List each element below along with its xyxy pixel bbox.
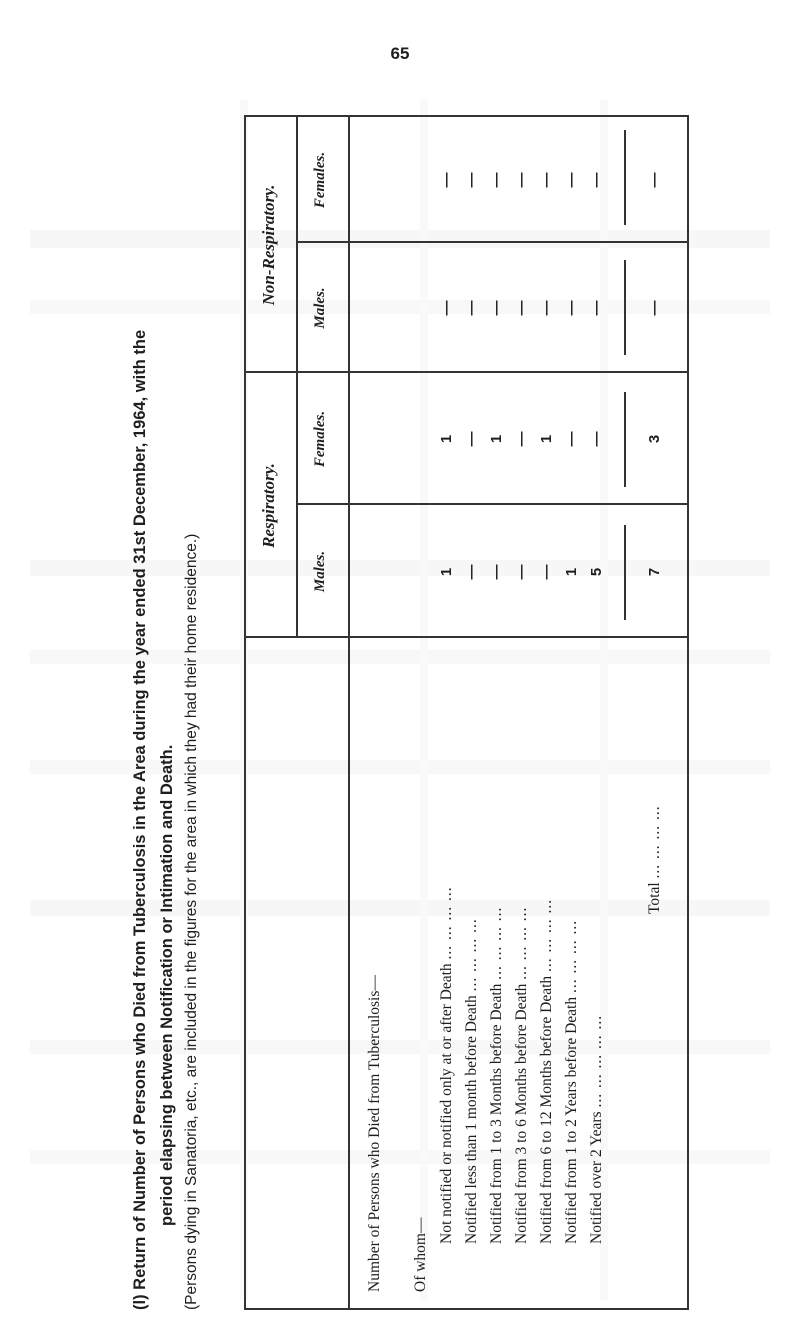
row-label-text: Notified from 3 to 6 Months before Death <box>513 983 530 1244</box>
residence-note: (Persons dying in Sanatoria, etc., are included in the figures for the area in which they had their home residence.) <box>183 533 200 1310</box>
row-label-6-12-months <box>538 899 556 1244</box>
page-number: 65 <box>390 44 410 63</box>
row-label-over-2-years <box>588 1015 606 1244</box>
divider-nonresp-males-females <box>296 242 689 244</box>
group-header-rule <box>296 117 298 638</box>
total-rule <box>624 525 626 620</box>
table-border-left <box>244 1309 689 1311</box>
total-rule <box>624 130 626 225</box>
total-cell: — <box>646 172 663 188</box>
table-cell: — <box>588 431 605 447</box>
total-cell: — <box>646 300 663 316</box>
leader-dots: ... ... ... ... <box>563 919 580 994</box>
table-cell: — <box>588 172 605 188</box>
of-whom-line: Of whom— <box>412 1217 429 1292</box>
leader-dots: ... ... ... ... ... <box>588 1014 605 1108</box>
leader-dots: ... ... ... ... <box>438 886 455 960</box>
row-label-text: Notified from 1 to 3 Months before Death <box>488 983 505 1244</box>
leader-dots: ... ... ... ... <box>538 898 555 972</box>
leader-dots: ... ... ... ... <box>513 906 530 980</box>
row-label-text: Notified from 6 to 12 Months before Death <box>538 975 555 1244</box>
table-cell: 5 <box>588 567 605 577</box>
table-cell: — <box>563 172 580 188</box>
table-cell: — <box>563 431 580 447</box>
title-line-2: period elapsing between Notification or Intimation and Death. <box>158 744 176 1226</box>
leader-dots: ... ... ... ... <box>463 918 480 992</box>
table-cell: — <box>538 172 555 188</box>
table-border-bottom <box>687 115 689 1310</box>
divider-resp-nonresp <box>244 372 689 374</box>
table-cell: — <box>438 300 455 316</box>
non-respiratory-heading: Non-Respiratory. <box>259 184 278 306</box>
table-cell: 1 <box>488 434 505 444</box>
title-line-1: (l) Return of Number of Persons who Died from Tuberculosis in the Area during the year ended 31st December, 1964, with the <box>131 329 149 1310</box>
divider-resp-males-females <box>296 504 689 506</box>
table-cell: — <box>538 564 555 580</box>
non-respiratory-females-heading: Females. <box>312 151 328 209</box>
respiratory-females-heading: Females. <box>312 410 328 468</box>
row-label-text: Total <box>646 882 663 914</box>
row-label-text: Notified from 1 to 2 Years before Death <box>563 996 580 1244</box>
table-cell: — <box>588 300 605 316</box>
table-cell: — <box>513 431 530 447</box>
table-cell: — <box>438 172 455 188</box>
rotated-table-page <box>125 110 700 1310</box>
table-cell: 1 <box>563 567 580 577</box>
table-cell: — <box>488 564 505 580</box>
table-cell: — <box>538 300 555 316</box>
table-border-right <box>244 116 689 118</box>
table-cell: 1 <box>538 434 555 444</box>
table-border-top <box>244 115 246 1310</box>
tuberculosis-deaths-table <box>244 110 689 1310</box>
respiratory-heading: Respiratory. <box>259 463 278 548</box>
non-respiratory-males-heading: Males. <box>312 287 328 329</box>
row-label-text: Notified less than 1 month before Death <box>463 995 480 1244</box>
table-cell: — <box>513 300 530 316</box>
row-label-total <box>646 805 664 914</box>
table-cell: — <box>463 564 480 580</box>
row-label-text: Not notified or notified only at or after Death <box>438 963 455 1244</box>
table-divider-label-values <box>244 637 689 639</box>
table-cell: — <box>488 300 505 316</box>
row-label-less-1-month <box>463 918 481 1244</box>
row-label-3-6-months <box>513 907 531 1244</box>
row-label-not-notified <box>438 886 456 1244</box>
table-cell: — <box>463 172 480 188</box>
total-rule <box>624 260 626 355</box>
table-header-rule <box>348 115 350 1310</box>
table-cell: — <box>513 564 530 580</box>
intro-text: Number of Persons who Died from Tuberculosis— <box>366 975 383 1292</box>
table-cell: — <box>463 300 480 316</box>
table-cell: 1 <box>438 567 455 577</box>
total-rule <box>624 392 626 487</box>
intro-line <box>366 975 384 1292</box>
row-label-1-2-years <box>563 920 581 1244</box>
row-label-1-3-months <box>488 907 506 1244</box>
row-label-text: Notified over 2 Years <box>588 1111 605 1244</box>
table-cell: — <box>463 431 480 447</box>
leader-dots: ... ... ... ... <box>488 906 505 980</box>
leader-dots: ... ... ... ... <box>646 805 663 879</box>
table-cell: 1 <box>438 434 455 444</box>
table-cell: — <box>488 172 505 188</box>
total-cell: 3 <box>646 434 663 444</box>
total-cell: 7 <box>646 567 663 577</box>
respiratory-males-heading: Males. <box>312 550 328 593</box>
table-cell: — <box>513 172 530 188</box>
table-cell: — <box>563 300 580 316</box>
